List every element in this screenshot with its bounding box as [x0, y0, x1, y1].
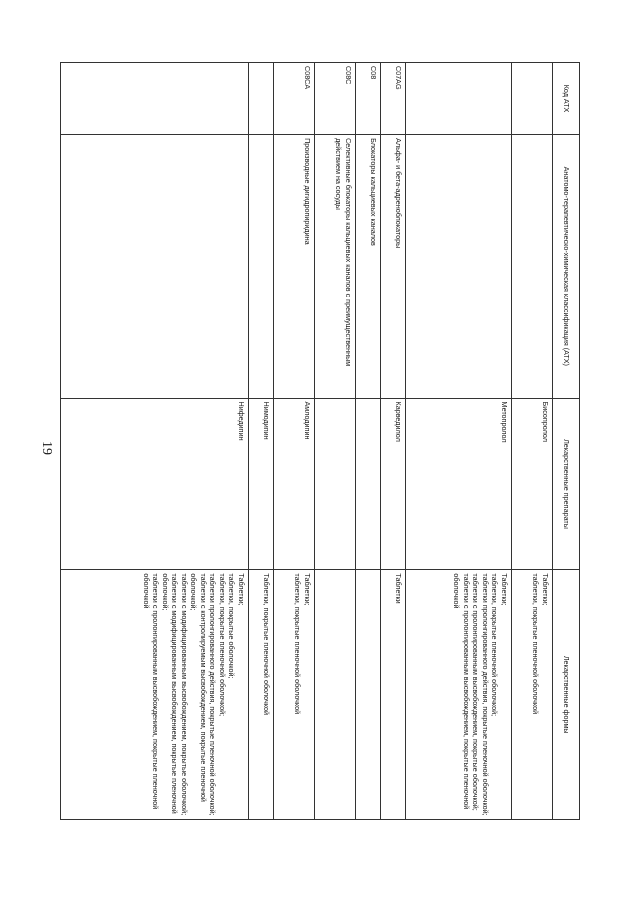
form-line: таблетки, покрытые оболочкой;: [227, 573, 237, 679]
cell-classification: Альфа- и бета-адреноблокаторы: [380, 135, 405, 398]
form-line: таблетки, покрытые пленочной оболочкой: [531, 573, 541, 715]
table-row: [355, 63, 380, 820]
cell-classification: Блокаторы кальциевых каналов: [355, 135, 380, 398]
cell-code: [511, 63, 552, 135]
table-row: [405, 63, 511, 820]
form-line: таблетки с контролируемым высвобождением, покрытые пленочной оболочкой;: [189, 573, 208, 802]
cell-forms: [273, 570, 314, 820]
header-classification: Анатомо-терапевтическо-химическая классификация (АТХ): [553, 135, 580, 398]
cell-forms: [248, 570, 273, 820]
cell-classification: Производные дигидропиридина: [273, 135, 314, 398]
cell-forms: [380, 570, 405, 820]
table-row: [314, 63, 355, 820]
table-row: [273, 63, 314, 820]
page-number-container: [36, 428, 56, 468]
form-line: Таблетки;: [499, 573, 509, 606]
cell-classification: [405, 135, 511, 398]
cell-classification: [511, 135, 552, 398]
cell-code: [405, 63, 511, 135]
header-forms: Лекарственные формы: [553, 570, 580, 820]
cell-forms: [405, 570, 511, 820]
cell-drug: Карведилол: [380, 398, 405, 570]
cell-code: [61, 63, 249, 135]
form-line: таблетки, покрытые пленочной оболочкой;: [490, 573, 500, 717]
cell-forms: [61, 570, 249, 820]
form-line: таблетки пролонгированного действия, покрытые пленочной оболочкой;: [480, 573, 490, 816]
table-row: [380, 63, 405, 820]
form-line: таблетки с модифицированным высвобождением, покрытые пленочной оболочкой;: [160, 573, 180, 814]
page-number: 19: [39, 441, 54, 455]
cell-classification: [61, 135, 249, 398]
cell-classification: Селективные блокаторы кальциевых каналов с преимущественным действием на сосуды: [314, 135, 355, 398]
drug-table-container: [60, 62, 580, 820]
form-line: Таблетки, покрытые пленочной оболочкой: [261, 573, 271, 715]
cell-drug: [355, 398, 380, 570]
cell-code: C08C: [314, 63, 355, 135]
form-line: таблетки с модифицированным высвобождением, покрытые оболочкой;: [179, 573, 189, 816]
header-code: Код АТХ: [553, 63, 580, 135]
cell-code: C08CA: [273, 63, 314, 135]
form-line: таблетки с пролонгированным высвобождением, покрытые пленочной оболочкой: [452, 573, 471, 810]
header-drugs: Лекарственные препараты: [553, 398, 580, 570]
drug-table: [60, 62, 580, 820]
cell-drug: Бисопролол: [511, 398, 552, 570]
cell-drug: Нимодипин: [248, 398, 273, 570]
form-line: таблетки, покрытые пленочной оболочкой;: [217, 573, 227, 717]
form-line: Таблетки;: [236, 573, 246, 606]
cell-code: C07AG: [380, 63, 405, 135]
table-row: [511, 63, 552, 820]
cell-forms: [511, 570, 552, 820]
cell-classification: [248, 135, 273, 398]
cell-code: [248, 63, 273, 135]
form-line: таблетки с пролонгированным высвобождением, покрытые пленочной оболочкой: [141, 573, 161, 810]
form-line: Таблетки: [393, 573, 403, 604]
form-line: Таблетки;: [541, 573, 550, 606]
cell-drug: Амлодипин: [273, 398, 314, 570]
cell-drug: Метопролол: [405, 398, 511, 570]
cell-forms: [314, 570, 355, 820]
table-row: [61, 63, 249, 820]
cell-forms: [355, 570, 380, 820]
table-body: [61, 63, 553, 820]
cell-drug: Нифедипин: [61, 398, 249, 570]
form-line: Таблетки;: [302, 573, 312, 606]
cell-drug: [314, 398, 355, 570]
table-row: [248, 63, 273, 820]
cell-code: C08: [355, 63, 380, 135]
form-line: таблетки с пролонгированным высвобождением, покрытые оболочкой;: [471, 573, 481, 811]
form-line: таблетки, покрытые пленочной оболочкой: [293, 573, 303, 715]
form-line: таблетки пролонгированного действия, покрытые пленочной оболочкой;: [208, 573, 218, 816]
table-header-row: [553, 63, 580, 820]
